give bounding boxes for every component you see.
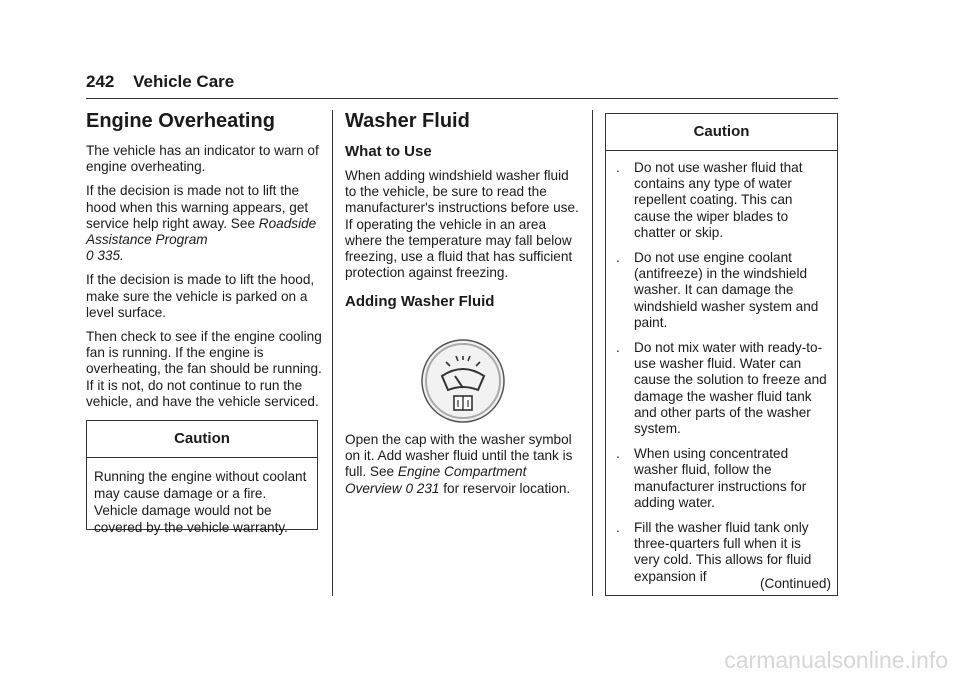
page-header — [86, 72, 234, 92]
caution-box-washer-fluid — [605, 113, 838, 596]
heading-engine-overheating: Engine Overheating — [86, 110, 275, 132]
continued-label: (Continued) — [759, 576, 831, 591]
header-rule — [86, 98, 838, 99]
column-divider — [592, 110, 593, 596]
list-item: . Do not use engine coolant (antifreeze) in the windshield washer. It can damage the windshield washer system and paint. — [616, 250, 819, 330]
column-washer-fluid — [345, 108, 579, 318]
caution-bullets — [606, 151, 837, 585]
paragraph: If the decision is made to lift the hood, make sure the vehicle is parked on a level surface. — [86, 272, 315, 320]
watermark: carmanualsonline.info — [724, 647, 948, 673]
caution-box-coolant — [86, 420, 318, 535]
caution-title: Caution — [606, 114, 837, 151]
paragraph: If the decision is made not to lift the hood when this warning appears, get service help right away. See Roadside Assistance Program 0 335. — [86, 183, 317, 264]
page-ref[interactable]: 0 335. — [86, 248, 124, 264]
caution-body: Running the engine without coolant may cause damage or a fire. Vehicle damage would not be covered by the vehicle warranty. — [94, 469, 307, 535]
subheading-what-to-use: What to Use — [345, 143, 432, 160]
heading-washer-fluid: Washer Fluid — [345, 110, 470, 132]
list-item: . Do not use washer fluid that contains any type of water repellent coating. This can cause the wiper blades to chatter or skip. — [616, 160, 803, 240]
column-washer-fluid-continued — [345, 432, 579, 505]
column-divider — [332, 110, 333, 596]
paragraph: The vehicle has an indicator to warn of engine overheating. — [86, 143, 319, 175]
paragraph: Then check to see if the engine cooling fan is running. If the engine is overheating, the fan should be running. If it is not, do not continue to run the vehicle, and have the vehicle serviced. — [86, 329, 322, 409]
column-engine-overheating — [86, 108, 322, 418]
washer-fluid-icon — [420, 338, 506, 424]
subheading-adding-washer-fluid: Adding Washer Fluid — [345, 293, 495, 311]
page-number: 242 — [86, 72, 115, 91]
link-engine-compartment[interactable]: Engine Compartment Overview — [345, 464, 527, 496]
caution-title: Caution — [87, 421, 317, 458]
list-item: . Do not mix water with ready-to-use washer fluid. Water can cause the solution to freeze and damage the washer fluid tank and other parts of the washer system. — [616, 340, 827, 437]
section-title: Vehicle Care — [133, 72, 235, 91]
page-ref[interactable]: 0 231 — [405, 480, 440, 496]
list-item: . Fill the washer fluid tank only three-quarters full when it is very cold. This allows for fluid expansion if — [616, 520, 812, 584]
paragraph: When adding windshield washer fluid to the vehicle, be sure to read the manufacturer's instructions before use. If operating the vehicle in an area where the temperature may fall below freezing, use a fluid that has sufficient protection against freezing. — [345, 168, 579, 281]
list-item: . When using concentrated washer fluid, follow the manufacturer instructions for adding water. — [616, 446, 807, 510]
link-roadside-assistance[interactable]: Roadside Assistance Program — [86, 215, 317, 248]
paragraph: Open the cap with the washer symbol on it. Add washer fluid until the tank is full. See Engine Compartment Overview 0 231 for reservoir location. — [345, 432, 573, 496]
